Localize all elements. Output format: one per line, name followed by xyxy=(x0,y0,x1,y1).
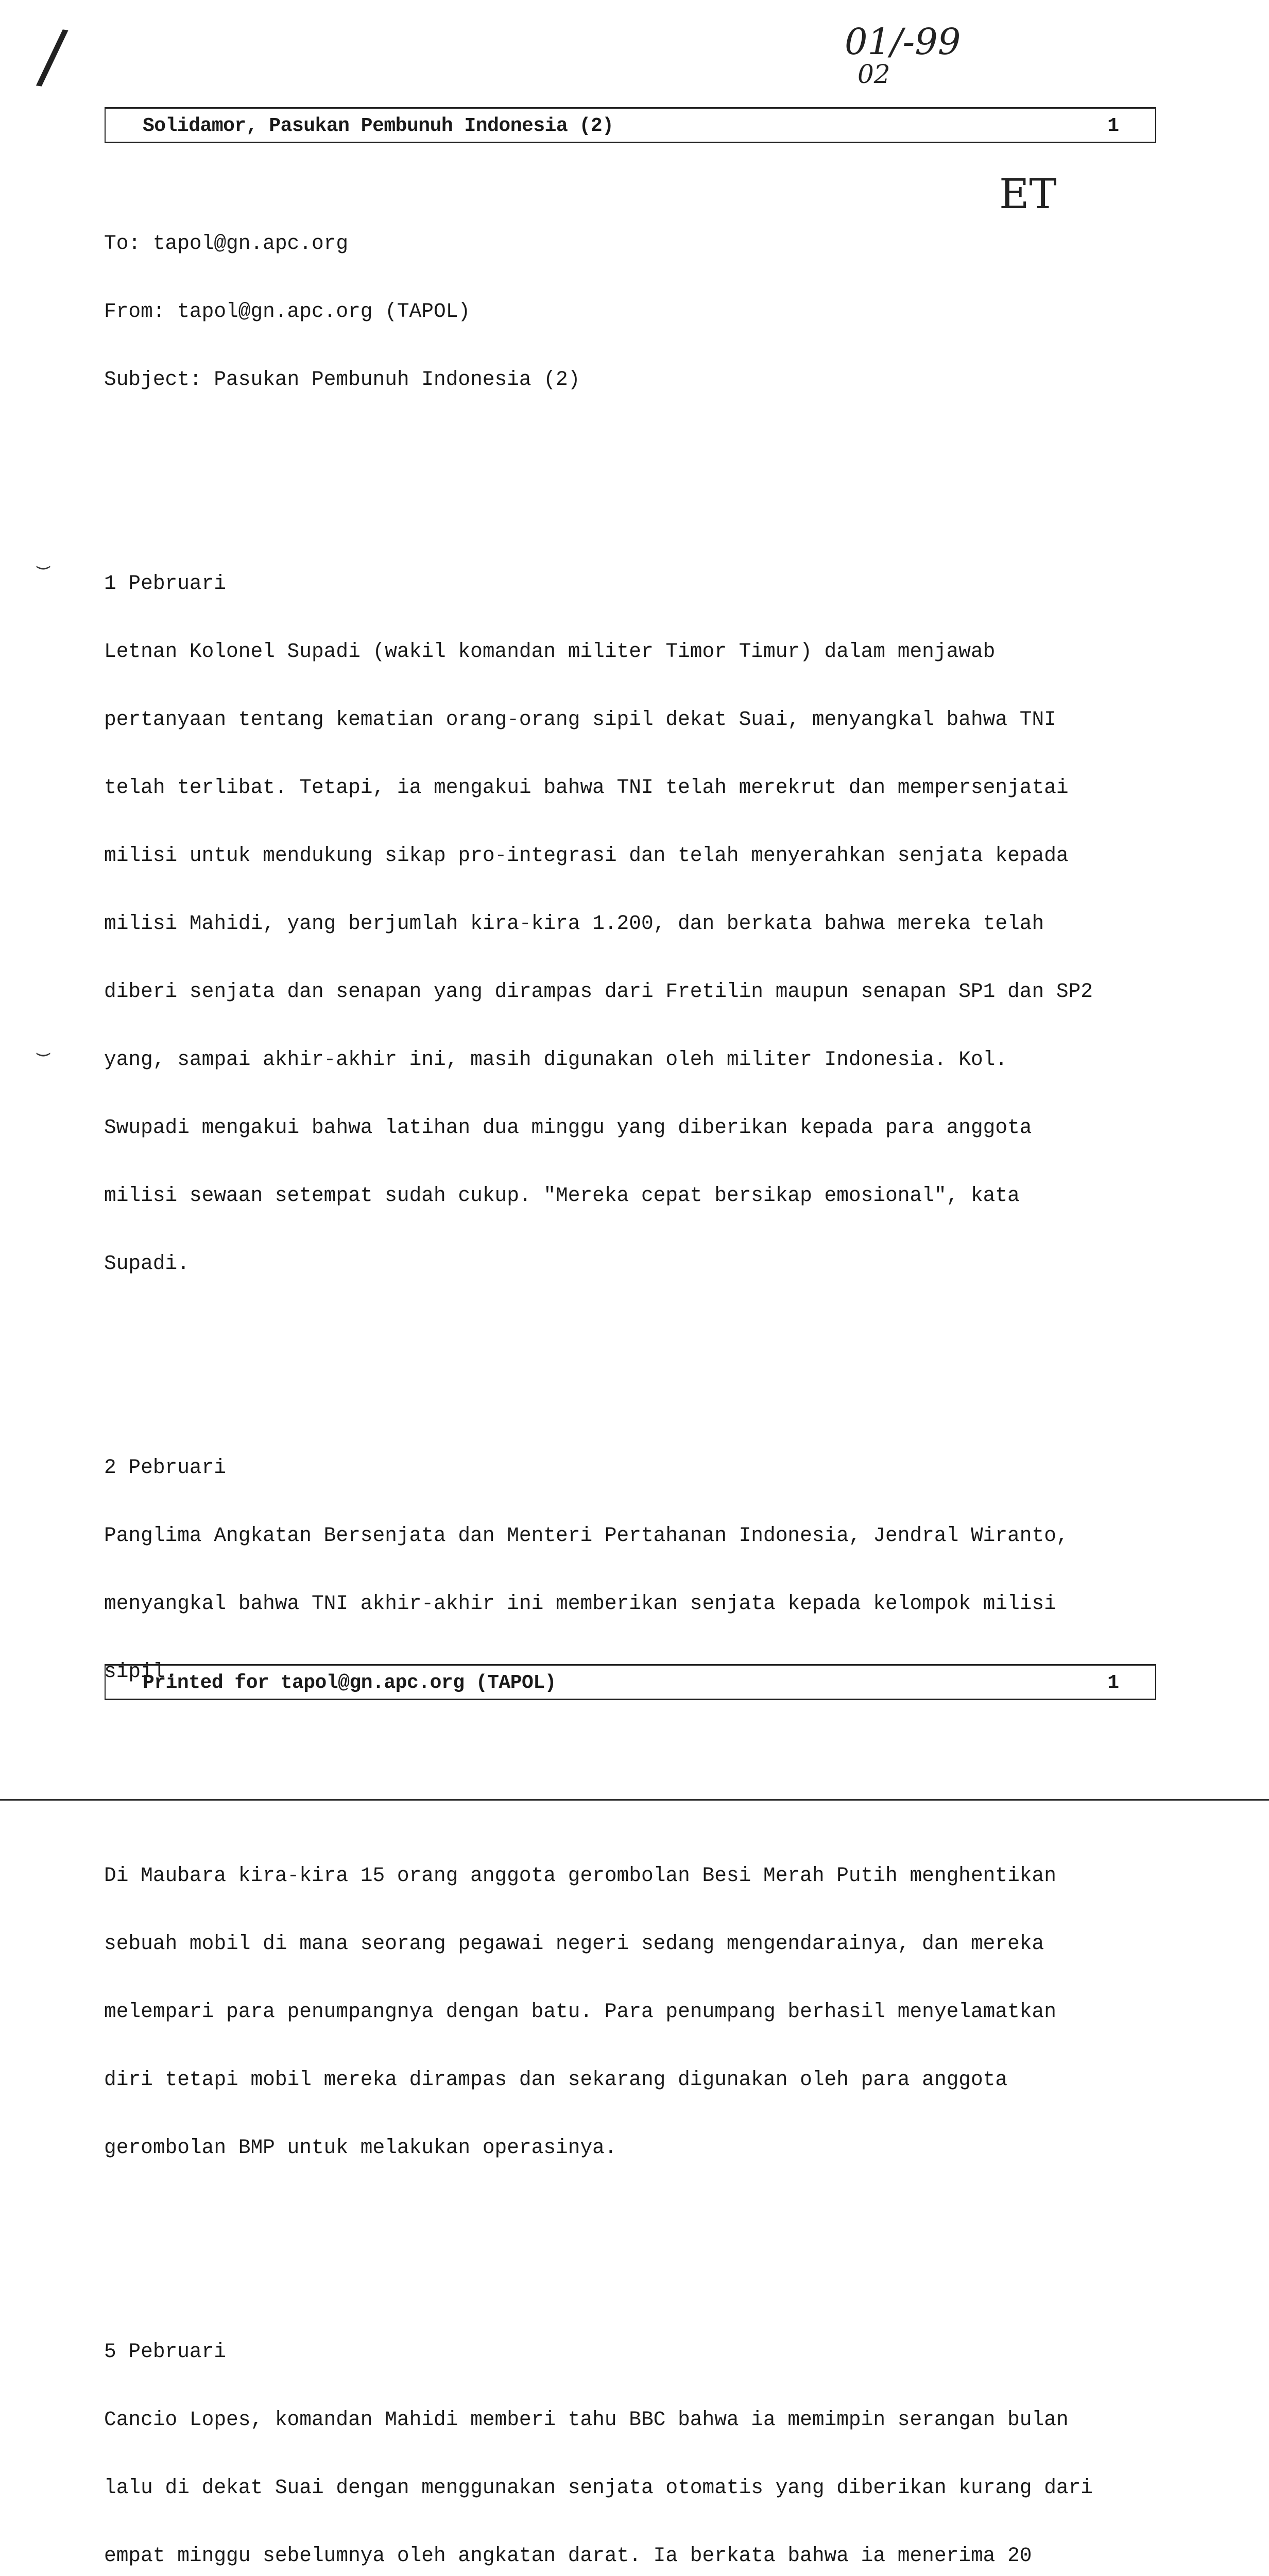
text-line: sebuah mobil di mana seorang pegawai negeri sedang mengendarainya, dan mereka xyxy=(104,1932,1044,1955)
text-line: gerombolan BMP untuk melakukan operasinya. xyxy=(104,2136,617,2159)
document-body xyxy=(104,142,1165,2576)
handwritten-initials: ET xyxy=(999,170,1057,218)
text-line: Letnan Kolonel Supadi (wakil komandan militer Timor Timur) dalam menjawab xyxy=(104,640,996,663)
section-date: 2 Pebruari xyxy=(104,1456,227,1479)
handwritten-doc-ref-sub: 02 xyxy=(858,59,890,89)
email-to: To: tapol@gn.apc.org xyxy=(104,232,349,255)
text-line: diri tetapi mobil mereka dirampas dan sekarang digunakan oleh para anggota xyxy=(104,2068,1008,2091)
text-line: Swupadi mengakui bahwa latihan dua minggu yang diberikan kepada para anggota xyxy=(104,1116,1032,1139)
section-1-pebruari xyxy=(104,527,1165,1320)
email-headers xyxy=(104,187,1165,436)
header-page-number: 1 xyxy=(1107,115,1119,137)
text-line: diberi senjata dan senapan yang dirampas dari Fretilin maupun senapan SP1 dan SP2 xyxy=(104,980,1093,1003)
email-subject: Subject: Pasukan Pembunuh Indonesia (2) xyxy=(104,368,580,391)
text-line: Cancio Lopes, komandan Mahidi memberi tahu BBC bahwa ia memimpin serangan bulan xyxy=(104,2408,1069,2431)
text-line: Di Maubara kira-kira 15 orang anggota gerombolan Besi Merah Putih menghentikan xyxy=(104,1864,1056,1887)
text-line: milisi Mahidi, yang berjumlah kira-kira 1.200, dan berkata bahwa mereka telah xyxy=(104,912,1044,935)
text-line: Supadi. xyxy=(104,1252,190,1275)
text-line: lalu di dekat Suai dengan menggunakan senjata otomatis yang diberikan kurang dari xyxy=(104,2476,1093,2499)
section-date: 1 Pebruari xyxy=(104,572,227,595)
margin-punch-mark: ‿ xyxy=(37,548,50,571)
corner-pen-mark: / xyxy=(34,13,71,100)
text-line: milisi sewaan setempat sudah cukup. "Mereka cepat bersikap emosional", kata xyxy=(104,1184,1020,1207)
scan-edge-rule xyxy=(0,1799,1269,1801)
text-line: telah terlibat. Tetapi, ia mengakui bahwa TNI telah merekrut dan mempersenjatai xyxy=(104,776,1069,799)
document-header xyxy=(105,107,1156,143)
email-from: From: tapol@gn.apc.org (TAPOL) xyxy=(104,300,471,323)
text-line: Panglima Angkatan Bersenjata dan Menteri Pertahanan Indonesia, Jendral Wiranto, xyxy=(104,1524,1069,1547)
section-date: 5 Pebruari xyxy=(104,2340,227,2363)
footer-page-number: 1 xyxy=(1107,1672,1119,1694)
text-line: melempari para penumpangnya dengan batu. Para penumpang berhasil menyelamatkan xyxy=(104,2000,1056,2023)
text-line: empat minggu sebelumnya oleh angkatan darat. Ia berkata bahwa ia menerima 20 xyxy=(104,2544,1032,2567)
margin-punch-mark: ‿ xyxy=(37,1035,50,1058)
text-line: yang, sampai akhir-akhir ini, masih digunakan oleh militer Indonesia. Kol. xyxy=(104,1048,1008,1071)
section-maubara xyxy=(104,1819,1165,2205)
header-title: Solidamor, Pasukan Pembunuh Indonesia (2) xyxy=(143,115,614,137)
section-5-pebruari xyxy=(104,2295,1165,2576)
text-line: menyangkal bahwa TNI akhir-akhir ini memberikan senjata kepada kelompok milisi xyxy=(104,1592,1056,1615)
footer-printed-for: Printed for tapol@gn.apc.org (TAPOL) xyxy=(143,1672,556,1694)
text-line: pertanyaan tentang kematian orang-orang sipil dekat Suai, menyangkal bahwa TNI xyxy=(104,708,1056,731)
handwritten-doc-ref: 01/-99 xyxy=(845,21,961,63)
document-footer xyxy=(105,1664,1156,1700)
text-line: sipil. xyxy=(104,1660,178,1683)
text-line: milisi untuk mendukung sikap pro-integrasi dan telah menyerahkan senjata kepada xyxy=(104,844,1069,867)
